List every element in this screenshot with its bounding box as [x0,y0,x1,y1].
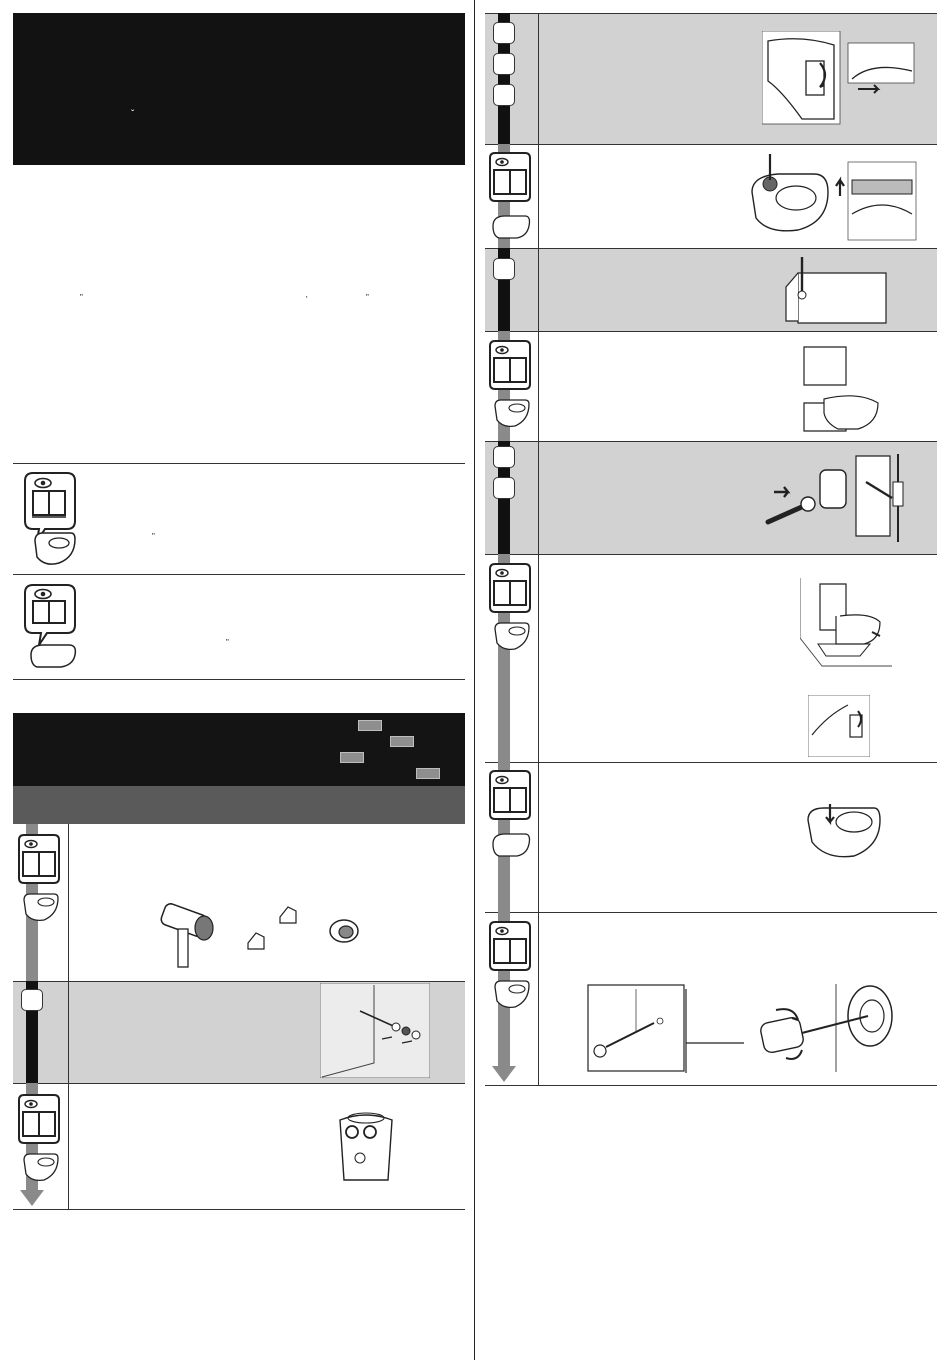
divider [485,912,937,913]
tank-cover-illustration [798,343,880,433]
panel-attach-illustration [808,695,870,757]
divider [485,441,937,442]
step-number-box [493,53,515,75]
seat-cover-icon [31,645,75,667]
bowl-back-illustration [336,1110,396,1185]
step-number-box [493,258,515,280]
divider [485,144,937,145]
note-mark: " [226,638,229,647]
toilet-bowl-icon [35,533,75,564]
note-mark: " [152,532,155,541]
ref-tag [390,736,414,747]
screwdriver-illustration [758,980,908,1072]
down-arrow-icon [20,1190,44,1210]
divider [485,1085,937,1086]
parts-illustration [158,895,368,970]
step-number-box [493,446,515,468]
title-mark: ˇ [131,109,135,120]
section-subheader [13,786,465,824]
wall-bolt-illustration [320,983,430,1078]
step-number-box [493,477,515,499]
divider [13,1083,465,1084]
down-arrow-icon [492,1066,516,1086]
eye-book-icon [23,471,79,571]
intro-mark: " [80,293,83,302]
step-number-box [21,989,43,1011]
ref-tag [416,768,440,779]
panel-removal-illustration [762,31,922,126]
eye-book-icon [18,1094,60,1190]
install-on-floor-illustration [800,578,892,668]
divider [68,824,69,1210]
eye-book-icon [489,563,531,659]
tank-bolt-illustration [782,255,890,327]
eye-book-icon [489,770,531,862]
section-header [13,713,465,786]
seat-snap-illustration [804,800,882,860]
divider [13,981,465,982]
eye-book-icon [489,152,531,244]
divider [485,331,937,332]
divider [538,13,539,1086]
ref-tag [340,752,364,763]
divider [13,463,465,464]
divider [485,554,937,555]
divider [13,679,465,680]
divider [13,574,465,575]
title-block [13,13,465,165]
column-divider [474,0,475,1360]
eye-book-icon [23,583,79,673]
divider [485,248,937,249]
ref-tag [358,720,382,731]
hose-connection-illustration [764,452,914,542]
divider [13,1209,465,1210]
step-number-box [493,22,515,44]
intro-mark: " [366,293,369,302]
step-number-box [493,84,515,106]
eye-book-icon [489,340,531,436]
seat-bolt-illustration [748,152,918,242]
cap-screw-illustration [586,983,746,1075]
divider [485,13,937,14]
eye-book-icon [489,921,531,1017]
divider [485,762,937,763]
eye-book-icon [18,834,60,930]
intro-mark: ' [306,295,308,304]
